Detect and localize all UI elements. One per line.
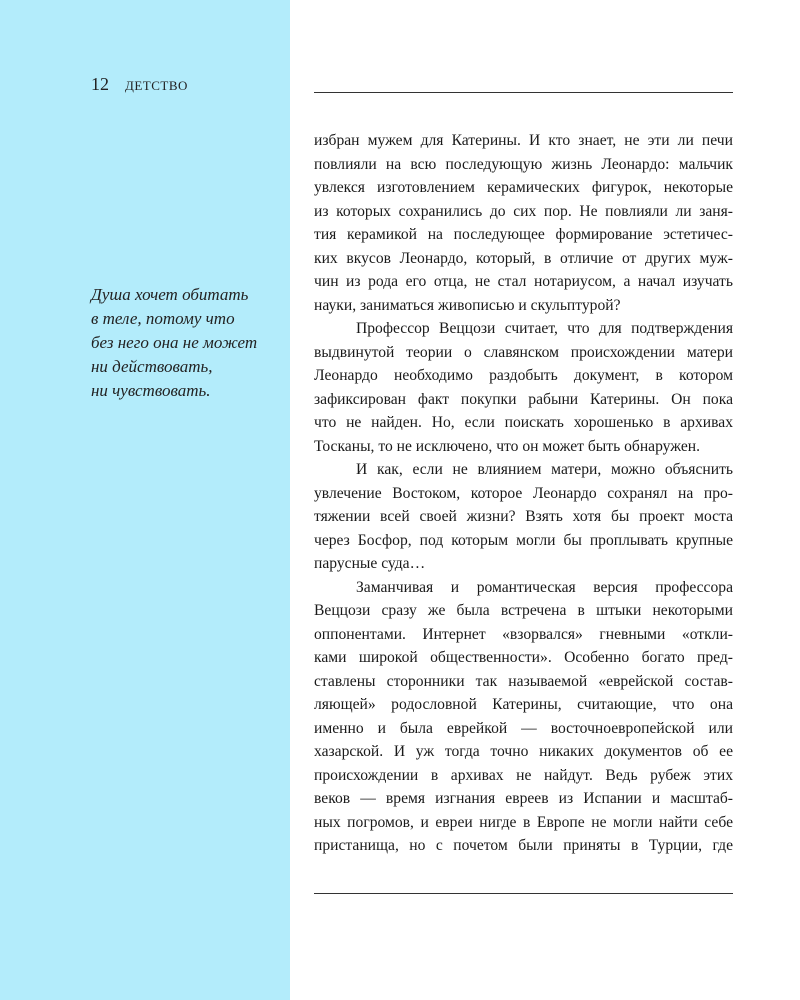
- text-line: тяжении всей своей жизни? Взять хотя бы проект моста: [314, 508, 733, 525]
- text-line: пристанища, но с почетом были приняты в Турции, где: [314, 837, 733, 854]
- text-line: И как, если не влиянием матери, можно объяснить: [356, 461, 733, 478]
- text-line: веков — время изгнания евреев из Испании и масштаб-: [314, 790, 733, 807]
- quote-line: без него она не может: [91, 333, 258, 352]
- text-line: науки, заниматься живописью и скульптурой?: [314, 296, 621, 314]
- sidebar-panel: [0, 0, 290, 1000]
- text-line: избран мужем для Катерины. И кто знает, не эти ли печи: [314, 132, 733, 149]
- page-number: 12: [91, 74, 109, 94]
- text-line: из которых сохранились до сих пор. Не повлияли ли заня-: [314, 202, 733, 220]
- text-line: Веццози сразу же была встречена в штыки некоторыми: [314, 602, 733, 619]
- quote-line: ни чувствовать.: [91, 381, 211, 400]
- text-line: Заманчивая и романтическая версия профессора: [356, 578, 733, 596]
- text-line: выдвинутой теории о славянском происхождении матери: [314, 343, 733, 361]
- text-line: происхождении в архивах не найдут. Ведь рубеж этих: [314, 766, 733, 784]
- text-line: Тосканы, то не исключено, что он может быть обнаружен.: [314, 437, 701, 455]
- text-line: что не найден. Но, если поискать хорошенько в архивах: [314, 414, 733, 431]
- quote-line: ни действовать,: [91, 357, 213, 376]
- text-line: именно и была еврейкой — восточноевропейской или: [314, 719, 733, 737]
- text-line: увлекся изготовлением керамических фигурок, некоторые: [314, 179, 733, 196]
- text-line: Профессор Веццози считает, что для подтверждения: [356, 320, 733, 337]
- text-line: ками широкой общественности». Особенно богато пред-: [314, 649, 733, 666]
- text-line: ких вкусов Леонардо, который, в отличие от других муж-: [314, 249, 733, 267]
- text-line: ставлены сторонники так называемой «еврейской состав-: [314, 672, 733, 690]
- body-text: [314, 129, 733, 858]
- text-line: парусные суда…: [314, 555, 426, 572]
- running-header: [91, 74, 188, 95]
- quote-line: в теле, потому что: [91, 309, 235, 328]
- text-line: ных погромов, и евреи нигде в Европе не могли найти себе: [314, 813, 733, 831]
- text-line: через Босфор, под которым могли бы проплывать крупные: [314, 531, 733, 549]
- text-line: зафиксирован факт покупки рабыни Катерины. Он пока: [314, 390, 733, 408]
- text-line: повлияли на всю последующую жизнь Леонардо: мальчик: [314, 155, 733, 173]
- footer-rule: [314, 893, 733, 894]
- text-line: увлечение Востоком, которое Леонардо сохранял на про-: [314, 484, 733, 502]
- text-line: чин из рода его отца, не стал нотариусом, а начал изучать: [314, 273, 733, 290]
- text-line: ляющей» родословной Катерины, считающие, что она: [314, 696, 733, 713]
- text-line: оппонентами. Интернет «взорвался» гневными «откли-: [314, 625, 733, 643]
- sidebar-quote: [91, 283, 281, 403]
- text-line: хазарской. И уж тогда точно никаких документов об ее: [314, 743, 733, 760]
- chapter-title: ДЕТСТВО: [125, 78, 188, 93]
- text-line: тия керамикой на последующее формирование эстетичес-: [314, 226, 733, 243]
- header-rule: [314, 92, 733, 93]
- text-line: Леонардо необходимо раздобыть документ, в котором: [314, 367, 733, 384]
- quote-line: Душа хочет обитать: [91, 285, 249, 304]
